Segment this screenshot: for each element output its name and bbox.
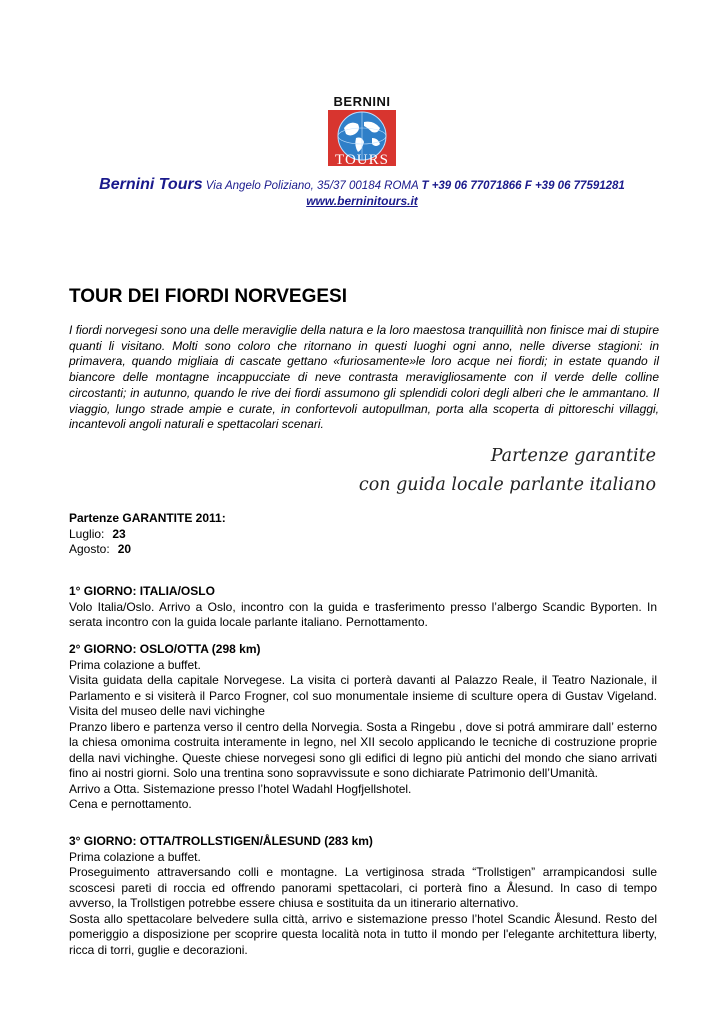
departure-row-august <box>69 542 657 558</box>
logo-globe-box <box>328 110 396 166</box>
departure-day: 20 <box>117 542 132 556</box>
departure-month: Agosto: <box>69 542 110 556</box>
company-name: Bernini Tours <box>99 176 203 193</box>
company-fax: F +39 06 77591281 <box>524 180 625 192</box>
departures-section <box>69 511 657 558</box>
day-1-text: Volo Italia/Oslo. Arrivo a Oslo, incontro con la guida e trasferimento presso l’albergo Scandic Byporten. In serata incontro con la guida locale parlante italiano. Pernottamento. <box>69 599 657 629</box>
day-2-section <box>69 642 657 813</box>
departure-month: Luglio: <box>69 526 105 541</box>
day-3-trollstigen: Proseguimento attraversando colli e montagne. La vertiginosa strada “Trollstigen” arrampicandosi sulle scoscesi pareti di roccia ed offrendo panorami spettacolari, ci porterà fino a Ålesund. In caso di tempo avverso, la Trollstigen potrebbe essere chiusa e sostituita da un itinerario alternativo. <box>69 865 657 910</box>
day-3-heading: 3° GIORNO: OTTA/TROLLSTIGEN/ÅLESUND (283 km) <box>69 834 373 848</box>
logo-bottom-text: TOURS <box>335 152 389 166</box>
guaranteed-departures-tagline: Partenze garantite <box>490 446 656 466</box>
company-address: Via Angelo Poliziano, 35/37 00184 ROMA <box>205 180 419 192</box>
logo-top-text: BERNINI <box>333 94 391 109</box>
day-2-arrival: Arrivo a Otta. Sistemazione presso l’hotel Wadahl Hogfjellshotel. <box>69 781 412 796</box>
company-phone: T +39 06 77071866 <box>421 180 522 192</box>
bernini-tours-logo <box>325 94 399 168</box>
day-2-visit: Visita guidata della capitale Norvegese. La visita ci porterà davanti al Palazzo Reale, il Teatro Nazionale, il Parlamento e si visiterà il Parco Frogner, col suo monumentale insieme di sculture opera di Gustav Vigeland. Visita del museo delle navi vichinghe <box>69 673 657 718</box>
day-1-heading: 1° GIORNO: ITALIA/OSLO <box>69 584 215 598</box>
day-2-ringebu: Pranzo libero e partenza verso il centro della Norvegia. Sosta a Ringebu , dove si potrá ammirare dall’ esterno la chiesa omonima costruita interamente in legno, nel XII secolo applicando le tecniche di costruzione proprie della navi vichinghe. Queste chiese norvegesi sono gli edifici di legno più antichi del mondo che siano arrivati fino ai nostri giorni. Solo una trentina sono sopravvissute e sono dichiarate Patrimonio dell’Umanità. <box>69 719 657 780</box>
tour-title: TOUR DEI FIORDI NORVEGESI <box>69 286 348 307</box>
departure-row-july <box>69 527 657 543</box>
day-3-section <box>69 834 657 958</box>
day-2-breakfast: Prima colazione a buffet. <box>69 657 201 672</box>
departure-day: 23 <box>112 526 126 541</box>
intro-paragraph: I fiordi norvegesi sono una delle meraviglie della natura e la loro maestosa tranquillità non finisce mai di stupire quanti li visitano. Molti sono coloro che ritornano in questi luoghi ogni anno, nelle diverse stagioni: in primavera, quando migliaia di cascate gettano «furiosamente»le loro acque nei fiordi; in estate quando il biancore delle montagne incappucciate di neve contrasta meravigliosamente con il verde delle colline circostanti; in autunno, quando le rive dei fiordi assumono gli splendidi colori degli alberi che le ammantano. Il viaggio, lungo strade ampie e curate, in confortevoli autopullman, porta alla scoperta di pittoreschi villaggi, incantevoli angoli naturali e spettacolari scenari. <box>69 323 659 432</box>
day-2-dinner: Cena e pernottamento. <box>69 797 192 811</box>
italian-guide-tagline: con guida locale parlante italiano <box>358 475 656 495</box>
departures-heading: Partenze GARANTITE 2011: <box>69 511 226 525</box>
day-3-breakfast: Prima colazione a buffet. <box>69 849 201 864</box>
company-address-line <box>0 176 724 194</box>
day-2-heading: 2° GIORNO: OSLO/OTTA (298 km) <box>69 642 261 656</box>
company-website-link[interactable]: www.berninitours.it <box>306 194 418 208</box>
day-1-section <box>69 584 657 631</box>
day-3-alesund: Sosta allo spettacolare belvedere sulla città, arrivo e sistemazione presso l’hotel Scandic Ålesund. Resto del pomeriggio a disposizione per scoprire questa località nota in tutto il mondo per l'elegante architettura liberty, ricca di torri, guglie e decorazioni. <box>69 911 657 957</box>
